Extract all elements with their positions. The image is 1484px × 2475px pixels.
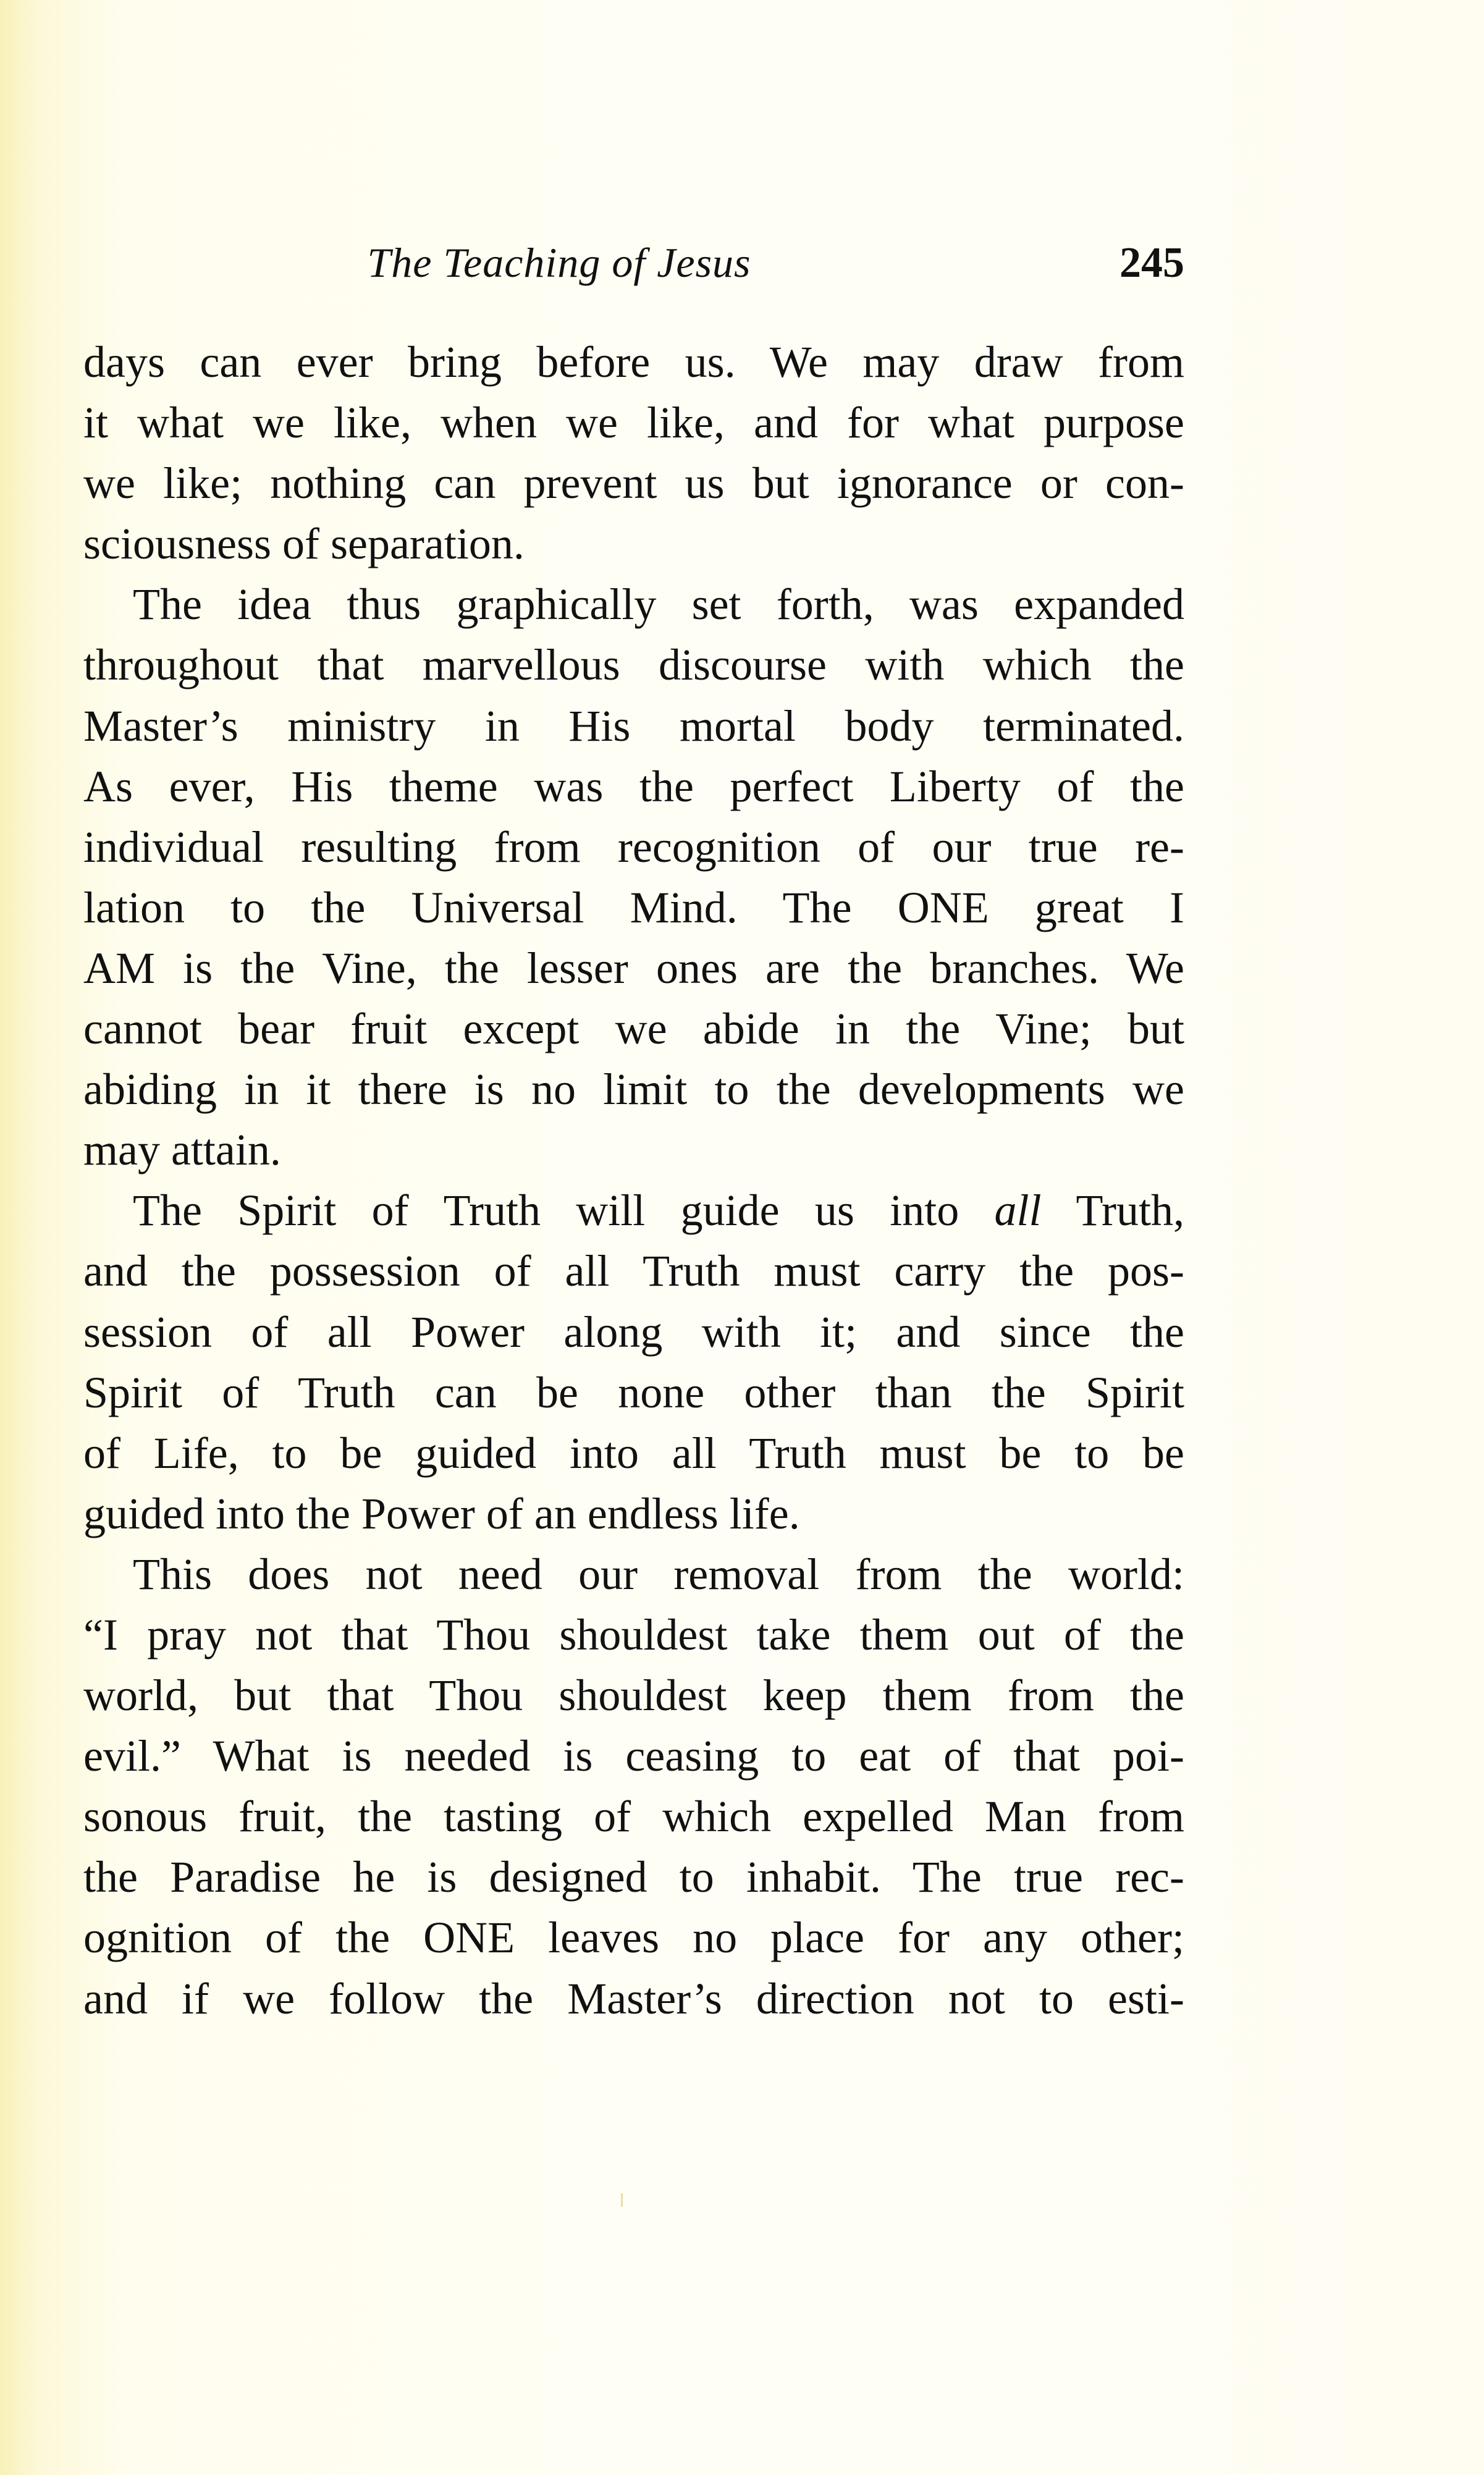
text-line: of Life, to be guided into all Truth must be to be (83, 1428, 1184, 1478)
text-line: and the possession of all Truth must carry the pos- (83, 1246, 1184, 1296)
running-header (83, 234, 1184, 295)
text-line: “I pray not that Thou shouldest take them out of the (83, 1609, 1184, 1659)
text-line: sonous fruit, the tasting of which expelled Man from (83, 1792, 1184, 1842)
text-line: days can ever bring before us. We may draw from (83, 337, 1184, 387)
text-line: This does not need our removal from the world: (133, 1549, 1184, 1599)
text-segment: The Spirit of Truth will guide us into (133, 1186, 995, 1236)
italic-word: all (994, 1186, 1042, 1236)
body-text (83, 332, 1184, 2029)
text-line: ognition of the ONE leaves no place for any other; (83, 1913, 1184, 1963)
running-title: The Teaching of Jesus (367, 239, 751, 286)
text-line: sciousness of separation. (83, 519, 525, 569)
scan-speck (621, 2193, 623, 2207)
text-line: AM is the Vine, the lesser ones are the branches. We (83, 943, 1184, 993)
text-line: the Paradise he is designed to inhabit. The true rec- (83, 1852, 1184, 1902)
text-line: The idea thus graphically set forth, was expanded (133, 580, 1184, 630)
text-line: abiding in it there is no limit to the developments we (83, 1065, 1184, 1115)
text-line (83, 1180, 1184, 1241)
text-line: Master’s ministry in His mortal body terminated. (83, 701, 1184, 751)
text-line: it what we like, when we like, and for what purpose (83, 398, 1184, 448)
text-line: lation to the Universal Mind. The ONE great I (83, 882, 1184, 932)
text-line: As ever, His theme was the perfect Liberty of the (83, 761, 1184, 811)
page-number: 245 (1119, 239, 1184, 287)
text-line: we like; nothing can prevent us but ignorance or con- (83, 458, 1184, 508)
text-line: cannot bear fruit except we abide in the Vine; but (83, 1004, 1184, 1054)
text-line: guided into the Power of an endless life. (83, 1488, 800, 1538)
text-line: session of all Power along with it; and since the (83, 1307, 1184, 1357)
text-line: evil.” What is needed is ceasing to eat of that poi- (83, 1731, 1184, 1781)
text-segment: Truth, (1041, 1186, 1184, 1236)
text-line: may attain. (83, 1125, 281, 1175)
text-line: world, but that Thou shouldest keep them from the (83, 1671, 1184, 1721)
text-line: throughout that marvellous discourse with which the (83, 640, 1184, 690)
text-line: and if we follow the Master’s direction not to esti- (83, 1973, 1184, 2023)
text-line: individual resulting from recognition of our true re- (83, 822, 1184, 872)
text-line: Spirit of Truth can be none other than the Spirit (83, 1367, 1184, 1417)
